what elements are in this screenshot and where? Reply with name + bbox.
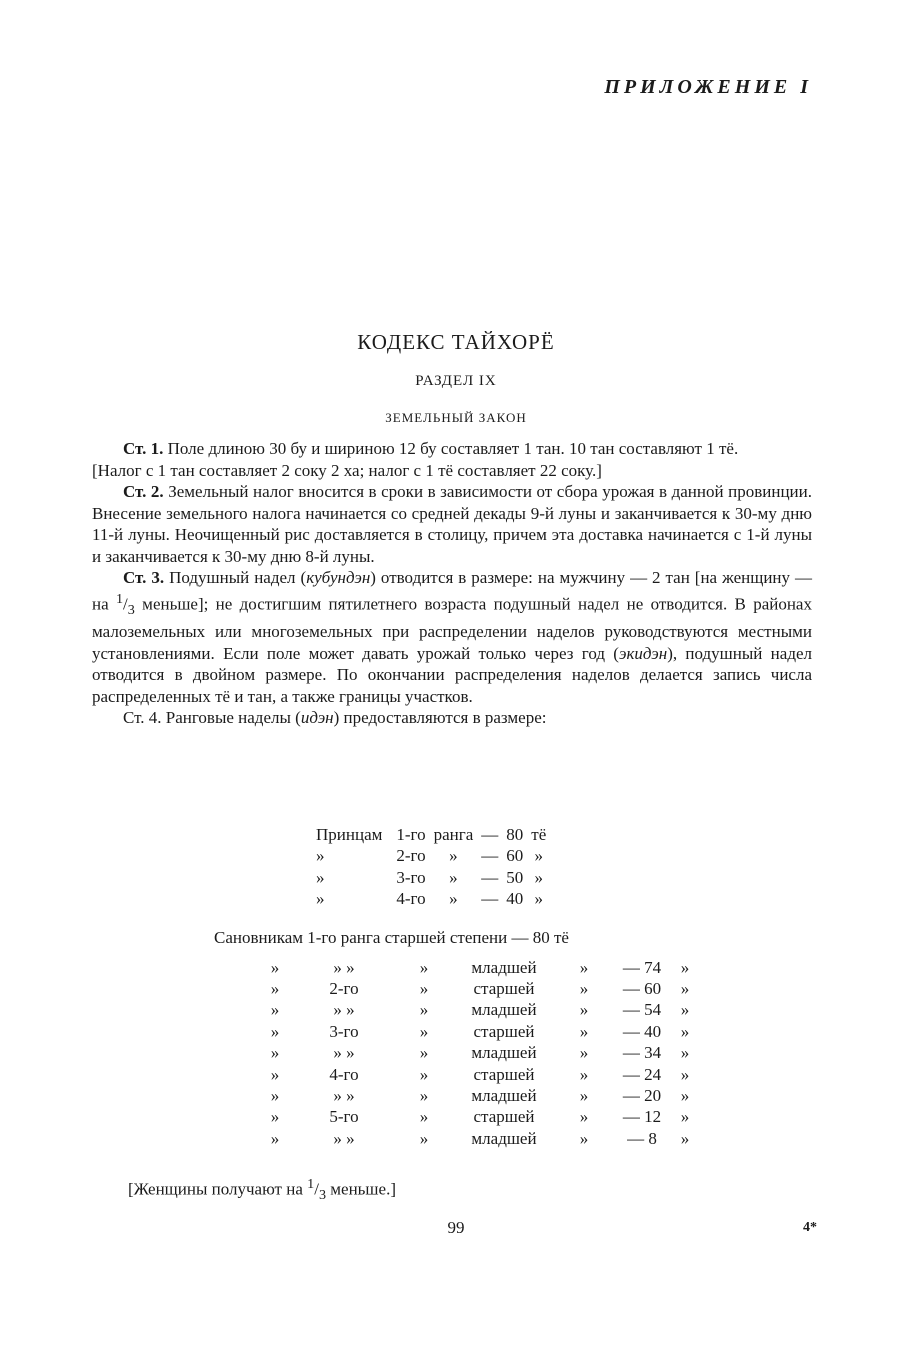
article-text: меньше]; не достигшим пятилетнего возраста подушный надел не отводится. В районах малоземельных или многоземельных при распределении наделов руководствуются местными установлениями. Если поле может давать урожай только через год ( <box>92 594 812 663</box>
cell-who: » <box>316 867 325 887</box>
table-row <box>256 1107 700 1128</box>
table-row <box>312 824 550 846</box>
cell-c: » <box>419 957 429 977</box>
cell-value: 50 <box>506 867 524 887</box>
cell-g: » <box>680 1021 690 1041</box>
cell-b: » » <box>333 1043 355 1063</box>
cell-f: — 54 <box>622 1000 662 1020</box>
article-text: ), подушный надел отводится в двойном размере. По окончании распределения наделов делается запись числа распределенных тё и тан, а также границы участков. <box>92 643 812 706</box>
cell-e: » <box>579 1064 589 1084</box>
cell-d: младшей <box>471 1043 537 1063</box>
cell-d: младшей <box>471 1000 537 1020</box>
fraction-denominator: 3 <box>127 601 135 618</box>
cell-b: 2-го <box>329 979 359 999</box>
cell-a: » <box>270 1128 280 1148</box>
cell-rank: 4-го <box>396 889 426 909</box>
cell-d: младшей <box>471 1128 537 1148</box>
cell-g: » <box>680 1107 690 1127</box>
table-row <box>312 867 550 889</box>
article-1 <box>92 438 812 460</box>
cell-b: 5-го <box>329 1107 359 1127</box>
princes-allotment-table <box>312 824 550 910</box>
cell-g: » <box>680 1000 690 1020</box>
fraction-numerator: 1 <box>115 590 124 607</box>
cell-c: » <box>419 1064 429 1084</box>
article-number: Ст. 3. <box>123 568 165 587</box>
cell-e: » <box>579 1107 589 1127</box>
article-text: Ранговые наделы ( <box>161 708 301 728</box>
cell-a: » <box>270 979 280 999</box>
cell-c: » <box>419 1021 429 1041</box>
note-text: меньше.] <box>326 1179 396 1199</box>
cell-c: » <box>419 979 429 999</box>
cell-d: старшей <box>473 1064 535 1084</box>
cell-g: » <box>680 957 690 977</box>
cell-value: 60 <box>506 846 524 866</box>
section-title: РАЗДЕЛ IX <box>415 373 497 389</box>
cell-b: » » <box>333 957 355 977</box>
table-row <box>256 1043 700 1064</box>
cell-unit: » <box>534 867 543 887</box>
cell-f: — 60 <box>622 979 662 999</box>
women-note: [Женщины получают на $^1/_3$ меньше.] <box>128 1176 396 1204</box>
cell-who: Принцам <box>316 824 383 844</box>
article-text: Подушный надел ( <box>164 568 307 587</box>
cell-rank: 2-го <box>396 846 426 866</box>
article-1-note: [Налог с 1 тан составляет 2 соку 2 ха; налог с 1 тё составляет 22 соку.] <box>92 460 602 480</box>
cell-a: » <box>270 1064 280 1084</box>
code-title: КОДЕКС ТАЙХОРЁ <box>357 330 555 354</box>
cell-b: 4-го <box>329 1064 359 1084</box>
running-head: ПРИЛОЖЕНИЕ I <box>604 76 812 98</box>
page-number: 99 <box>447 1218 465 1237</box>
cell-c: » <box>419 1086 429 1106</box>
cell-dash: — <box>481 824 499 844</box>
cell-dash: — <box>481 889 499 909</box>
cell-e: » <box>579 1000 589 1020</box>
article-number: Ст. 2. <box>123 482 164 501</box>
cell-c: » <box>419 1128 429 1148</box>
cell-e: » <box>579 957 589 977</box>
article-text: Поле длиною 30 бу и шириною 12 бу составляет 1 тан. 10 тан составляют 1 тё. <box>163 439 739 458</box>
cell-d: старшей <box>473 1021 535 1041</box>
articles-body <box>92 438 812 729</box>
article-number: Ст. 1. <box>123 439 164 458</box>
cell-rank: 1-го <box>396 824 426 844</box>
article-4 <box>92 707 812 729</box>
cell-d: старшей <box>473 979 535 999</box>
article-text: ) отводится в размере: на мужчину — 2 тан [на женщину — на <box>92 568 813 614</box>
note-text: [Женщины получают на <box>128 1179 308 1199</box>
cell-b: » » <box>333 1128 355 1148</box>
cell-f: — 8 <box>627 1128 657 1148</box>
table-row <box>256 1000 700 1021</box>
table-row <box>256 1085 700 1106</box>
cell-e: » <box>579 979 589 999</box>
cell-value: 40 <box>506 889 524 909</box>
table-row <box>256 1064 700 1085</box>
article-2 <box>92 481 812 567</box>
officials-allotment-table <box>256 957 700 1150</box>
cell-word: » <box>449 846 458 866</box>
cell-e: » <box>579 1128 589 1148</box>
cell-who: » <box>316 889 325 909</box>
cell-g: » <box>680 1064 690 1084</box>
cell-d: младшей <box>471 957 537 977</box>
article-text: ) предоставляются в размере: <box>333 708 547 728</box>
cell-d: старшей <box>473 1107 535 1127</box>
table-row <box>312 889 550 911</box>
cell-a: » <box>270 1043 280 1063</box>
cell-g: » <box>680 1128 690 1148</box>
article-number: Ст. 4. <box>123 708 162 728</box>
table-row <box>256 1021 700 1042</box>
cell-e: » <box>579 1043 589 1063</box>
cell-unit: тё <box>531 824 547 844</box>
cell-c: » <box>419 1107 429 1127</box>
term-kubunden: кубундэн <box>306 568 371 587</box>
cell-unit: » <box>534 889 543 909</box>
subsection-title: ЗЕМЕЛЬНЫЙ ЗАКОН <box>385 410 527 425</box>
cell-c: » <box>419 1043 429 1063</box>
table-row <box>256 1128 700 1149</box>
cell-g: » <box>680 1086 690 1106</box>
cell-c: » <box>419 1000 429 1020</box>
cell-unit: » <box>534 846 543 866</box>
term-ekiden: экидэн <box>618 643 668 663</box>
cell-g: » <box>680 979 690 999</box>
cell-word: » <box>449 889 458 909</box>
cell-a: » <box>270 957 280 977</box>
cell-f: — 24 <box>622 1064 662 1084</box>
signature-mark: 4* <box>803 1220 817 1235</box>
cell-e: » <box>579 1086 589 1106</box>
cell-g: » <box>680 1043 690 1063</box>
cell-a: » <box>270 1107 280 1127</box>
cell-f: — 74 <box>622 957 662 977</box>
fraction-numerator: 1 <box>307 1176 315 1192</box>
cell-rank: 3-го <box>396 867 426 887</box>
officials-header: Сановникам 1-го ранга старшей степени — 80 тё <box>214 928 569 947</box>
fraction-denominator: 3 <box>318 1187 327 1204</box>
cell-b: » » <box>333 1086 355 1106</box>
cell-word: » <box>449 867 458 887</box>
cell-f: — 34 <box>622 1043 662 1063</box>
table-row <box>256 978 700 999</box>
cell-value: 80 <box>506 824 524 844</box>
cell-dash: — <box>481 867 499 887</box>
cell-f: — 12 <box>622 1107 662 1127</box>
cell-f: — 40 <box>622 1021 662 1041</box>
table-row <box>312 846 550 868</box>
cell-b: 3-го <box>329 1021 359 1041</box>
cell-a: » <box>270 1086 280 1106</box>
cell-who: » <box>316 846 325 866</box>
cell-f: — 20 <box>622 1086 662 1106</box>
cell-e: » <box>579 1021 589 1041</box>
cell-b: » » <box>333 1000 355 1020</box>
article-3: Ст. 3. Подушный надел (кубундэн) отводится в размере: на мужчину — 2 тан [на женщину — на $^1/_3$ меньше]; не достигшим пятилетнего возраста подушный надел не отводится. В районах малоземельных или многоземельных при распределении наделов руководствуются местными установлениями. Если поле может давать урожай только через год (экидэн), подушный надел отводится в двойном размере. По окончании распределения наделов делается запись числа распределенных тё и тан, а также границы участков. <box>92 568 813 706</box>
cell-d: младшей <box>471 1086 537 1106</box>
article-text: Земельный налог вносится в сроки в зависимости от сбора урожая в данной провинции. Внесение земельного налога начинается со средней декады 9-й луны и заканчивается к 30-му дню 11-й луны. Неочищенный рис доставляется в столицу, причем эта доставка начинается с 1-й луны и заканчивается к 30-му дню 8-й луны. <box>92 482 812 566</box>
cell-dash: — <box>481 846 499 866</box>
term-iden: идэн <box>300 708 334 728</box>
cell-a: » <box>270 1000 280 1020</box>
cell-a: » <box>270 1021 280 1041</box>
table-row <box>256 957 700 978</box>
cell-word: ранга <box>433 824 474 844</box>
